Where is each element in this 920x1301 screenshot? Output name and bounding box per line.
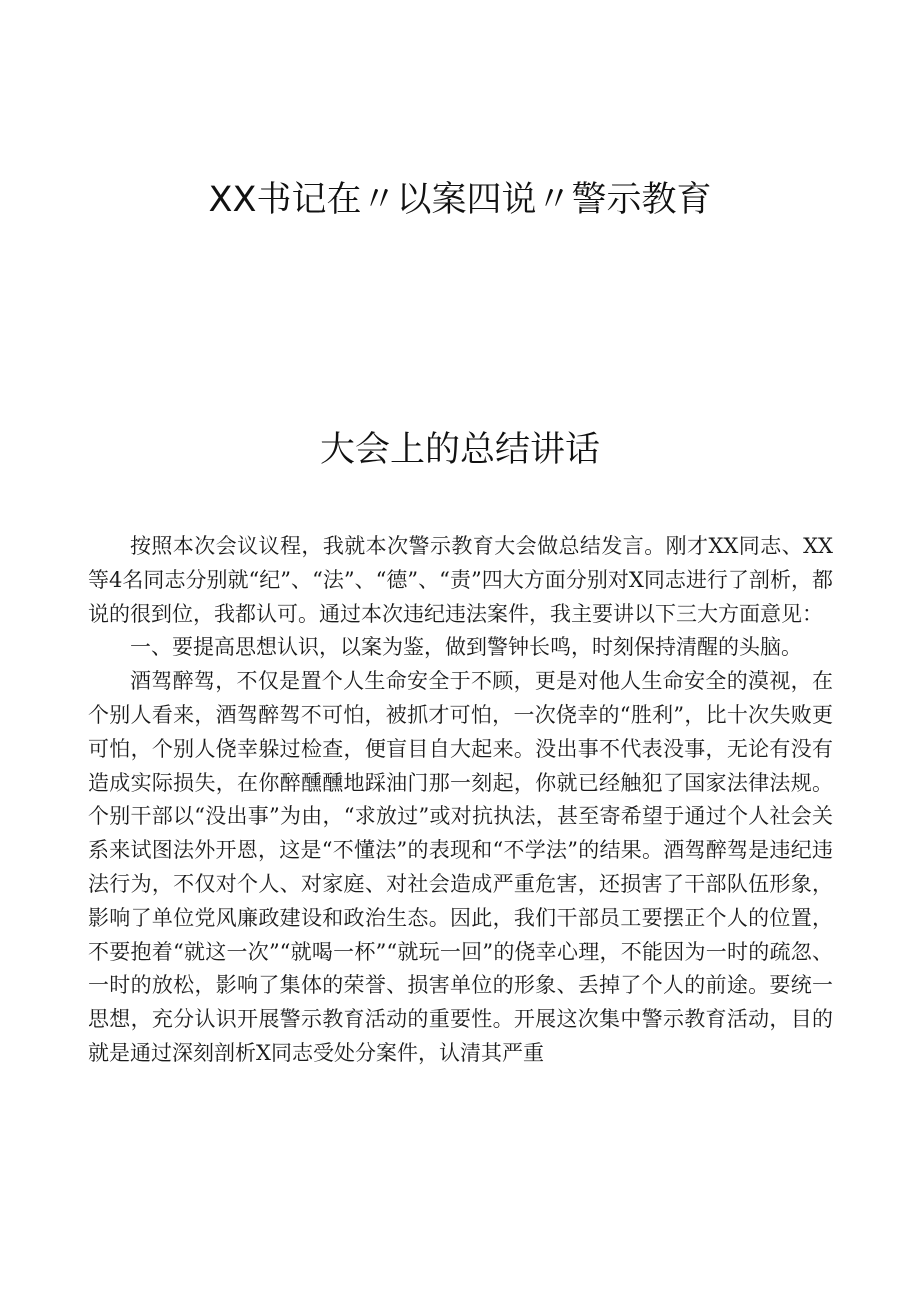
- document-title-line-1: XX书记在〃以案四说〃警示教育: [208, 180, 712, 220]
- document-title-line-2: 大会上的总结讲话: [319, 430, 600, 470]
- document-body: [88, 530, 833, 1071]
- paragraph-drunk-driving: 酒驾醉驾，不仅是置个人生命安全于不顾，更是对他人生命安全的漠视，在个别人看来，酒驾醉驾不可怕，被抓才可怕，一次侥幸的“胜利”，比十次失败更可怕，个别人侥幸躲过检查，便盲目自大起来。没出事不代表没事，无论有没有造成实际损失，在你醉醺醺地踩油门那一刻起，你就已经触犯了国家法律法规。个别干部以“没出事”为由，“求放过”或对抗执法，甚至寄希望于通过个人社会关系来试图法外开恩，这是“不懂法”的表现和“不学法”的结果。酒驾醉驾是违纪违法行为，不仅对个人、对家庭、对社会造成严重危害，还损害了干部队伍形象，影响了单位党风廉政建设和政治生态。因此，我们干部员工要摆正个人的位置，不要抱着“就这一次”“就喝一杯”“就玩一回”的侥幸心理，不能因为一时的疏忽、一时的放松，影响了集体的荣誉、损害单位的形象、丢掉了个人的前途。要统一思想，充分认识开展警示教育活动的重要性。开展这次集中警示教育活动，目的就是通过深刻剖析X同志受处分案件，认清其严重: [88, 669, 833, 1065]
- paragraph-heading-1: 一、要提高思想认识，以案为鉴，做到警钟长鸣，时刻保持清醒的头脑。: [130, 635, 802, 660]
- paragraph-intro: 按照本次会议议程，我就本次警示教育大会做总结发言。刚才XX同志、XX等4名同志分别就“纪”、“法”、“德”、“责”四大方面分别对X同志进行了剖析，都说的很到位，我都认可。通过本次违纪违法案件，我主要讲以下三大方面意见：: [88, 534, 833, 626]
